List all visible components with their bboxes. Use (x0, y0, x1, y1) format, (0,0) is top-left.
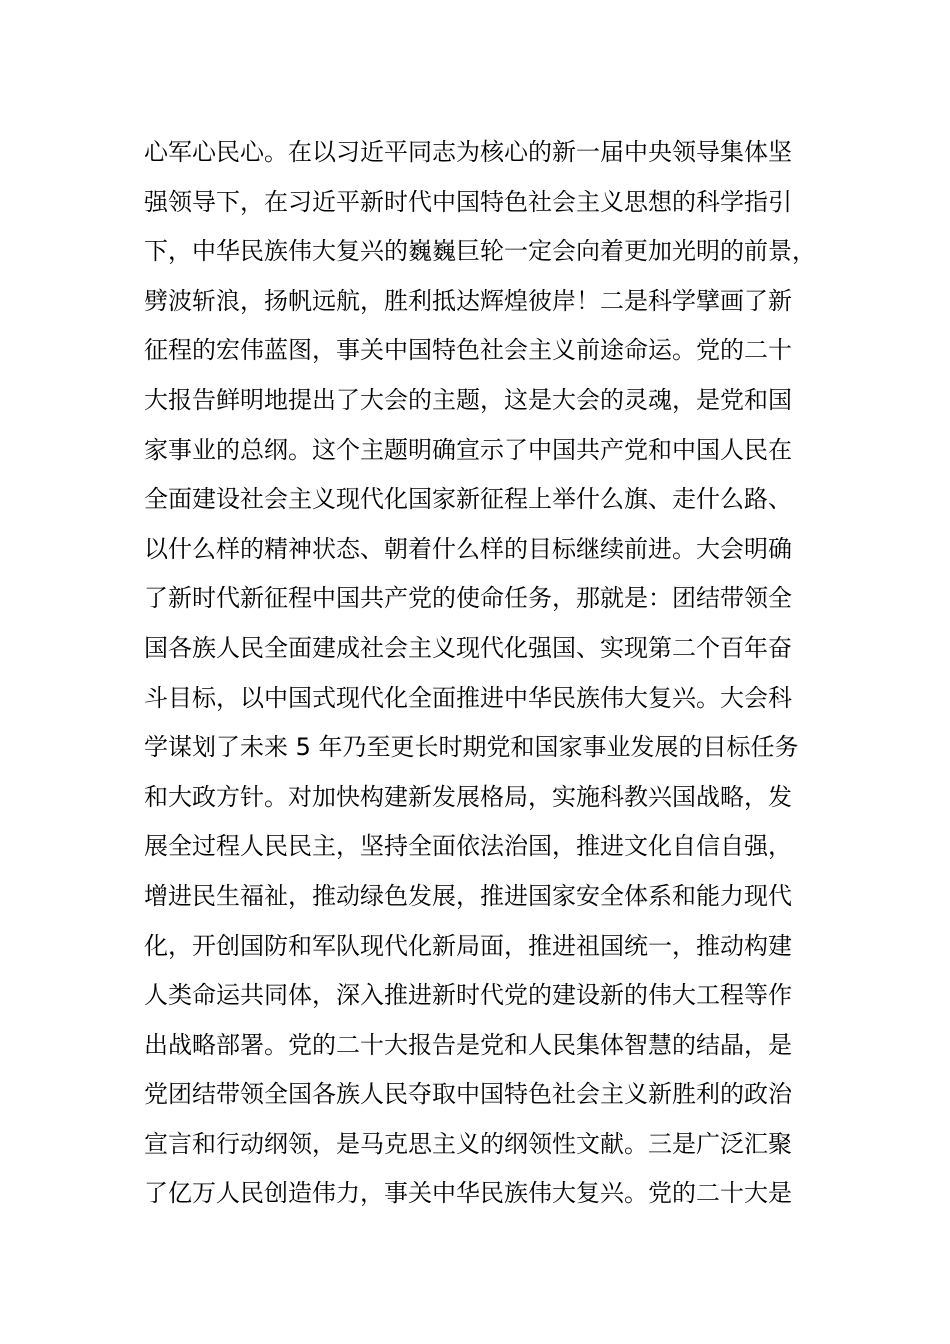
text-line: 全面建设社会主义现代化国家新征程上举什么旗、走什么路、 (144, 485, 792, 514)
text-line: 增进民生福祉，推动绿色发展，推进国家安全体系和能力现代 (144, 881, 792, 910)
text-line: 党团结带领全国各族人民夺取中国特色社会主义新胜利的政治 (144, 1080, 792, 1109)
text-line: 学谋划了未来 5 年乃至更长时期党和国家事业发展的目标任务 (144, 733, 799, 762)
text-line: 了新时代新征程中国共产党的使命任务，那就是：团结带领全 (144, 584, 792, 613)
text-line: 了亿万人民创造伟力，事关中华民族伟大复兴。党的二十大是 (144, 1179, 792, 1208)
text-line: 强领导下，在习近平新时代中国特色社会主义思想的科学指引 (144, 187, 792, 216)
text-line: 以什么样的精神状态、朝着什么样的目标继续前进。大会明确 (144, 534, 792, 563)
text-line: 展全过程人民民主，坚持全面依法治国，推进文化自信自强， (144, 832, 792, 861)
text-line: 化，开创国防和军队现代化新局面，推进祖国统一，推动构建 (144, 931, 792, 960)
text-line: 大报告鲜明地提出了大会的主题，这是大会的灵魂，是党和国 (144, 385, 792, 414)
text-line: 心军心民心。在以习近平同志为核心的新一届中央领导集体坚 (144, 138, 792, 166)
text-line: 人类命运共同体，深入推进新时代党的建设新的伟大工程等作 (144, 981, 792, 1010)
text-line: 和大政方针。对加快构建新发展格局，实施科教兴国战略，发 (144, 782, 792, 811)
text-line: 劈波斩浪，扬帆远航，胜利抵达辉煌彼岸！二是科学擘画了新 (144, 286, 792, 315)
text-line: 征程的宏伟蓝图，事关中国特色社会主义前途命运。党的二十 (144, 336, 792, 365)
text-line: 下，中华民族伟大复兴的巍巍巨轮一定会向着更加光明的前景， (144, 237, 816, 266)
text-line: 出战略部署。党的二十大报告是党和人民集体智慧的结晶，是 (144, 1030, 792, 1059)
body-text (144, 128, 844, 1219)
text-line: 国各族人民全面建成社会主义现代化强国、实现第二个百年奋 (144, 633, 792, 662)
text-line: 斗目标，以中国式现代化全面推进中华民族伟大复兴。大会科 (144, 683, 792, 712)
text-line: 宣言和行动纲领，是马克思主义的纲领性文献。三是广泛汇聚 (144, 1129, 792, 1158)
text-line: 家事业的总纲。这个主题明确宣示了中国共产党和中国人民在 (144, 435, 792, 464)
